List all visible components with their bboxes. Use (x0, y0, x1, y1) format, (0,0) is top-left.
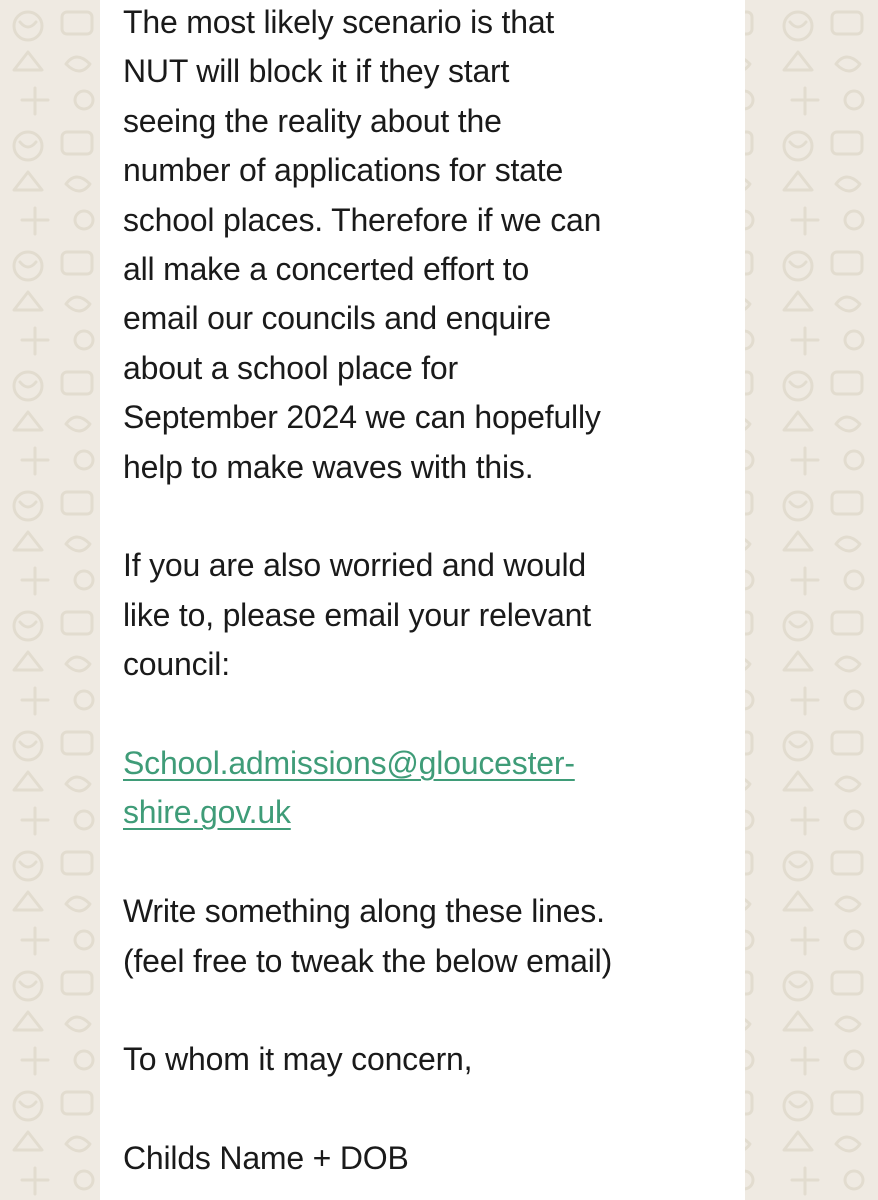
message-line: number of applications for state (123, 152, 564, 189)
message-bubble (100, 0, 745, 1200)
paragraph-gap (123, 838, 725, 887)
email-link[interactable]: School.admissions@gloucester- (123, 745, 575, 782)
message-line: The most likely scenario is that (123, 4, 555, 40)
paragraph-gap (123, 492, 725, 541)
message-line: all make a concerted effort to (123, 251, 530, 288)
message-line: Write something along these lines. (123, 893, 605, 930)
message-line: like to, please email your relevant (123, 596, 591, 633)
message-line: September 2024 we can hopefully (123, 399, 601, 436)
message-line: council: (123, 646, 230, 683)
email-link-line (123, 739, 725, 788)
message-line: about a school place for (123, 349, 458, 386)
message-text (123, 0, 725, 1184)
message-line: (feel free to tweak the below email) (123, 942, 613, 979)
message-line: seeing the reality about the (123, 102, 502, 139)
email-link[interactable]: shire.gov.uk (123, 794, 291, 831)
message-line: help to make waves with this. (123, 448, 534, 485)
details-line: Childs Name + DOB (123, 1140, 409, 1177)
message-line: If you are also worried and would (123, 547, 586, 584)
message-line: NUT will block it if they start (123, 53, 510, 90)
salutation: To whom it may concern, (123, 1041, 473, 1078)
paragraph-gap (123, 690, 725, 739)
message-line: school places. Therefore if we can (123, 201, 602, 238)
paragraph-gap (123, 1085, 725, 1134)
message-line: email our councils and enquire (123, 300, 552, 337)
email-link-line (123, 788, 725, 837)
paragraph-gap (123, 986, 725, 1035)
